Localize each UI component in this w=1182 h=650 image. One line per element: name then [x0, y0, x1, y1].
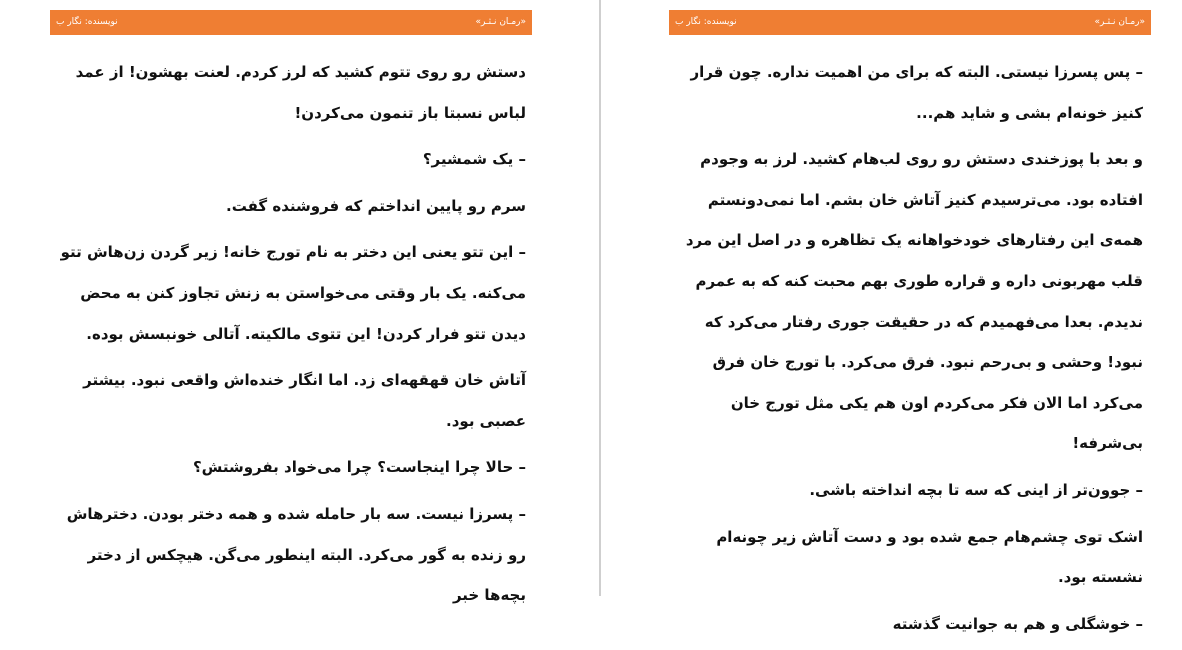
page-header	[50, 10, 532, 35]
paragraph: – خوشگلی و هم به جوانیت گذشته	[892, 614, 1143, 633]
paragraph: – یک شمشیر؟	[422, 150, 526, 169]
paragraph: آتاش خان قهقهه‌ای زد. اما انگار خنده‌اش واقعی نبود. بیشتر عصبی بود.	[83, 371, 526, 430]
paragraph: اشک توی چشم‌هام جمع شده بود و دست آتاش زیر چونه‌ام نشسته بود.	[716, 527, 1143, 587]
author-name: نویسنده: نگار ب	[675, 17, 737, 27]
paragraph: دستش رو روی تتوم کشید که لرز کردم. لعنت بهشون! از عمد لباس نسبتا باز تنمون می‌کردن!	[75, 63, 526, 122]
paragraph: – این تتو یعنی این دختر به نام تورج خانه! زیر گردن زن‌هاش تتو می‌کنه. یک بار وقتی می‌خواستن به زنش تجاوز کنن به محض دیدن تتو فرار کردن! این تتوی مالکیته. آتالی خونبسش بوده.	[60, 243, 526, 343]
book-title: «رمـان نـثـر»	[475, 17, 526, 27]
page-body	[52, 52, 526, 622]
right-page	[669, 0, 1151, 633]
author-name: نویسنده: نگار ب	[56, 17, 118, 27]
paragraph: – حالا چرا اینجاست؟ چرا می‌خواد بفروشتش؟	[192, 458, 526, 477]
paragraph: و بعد با پوزخندی دستش رو روی لب‌هام کشید. لرز به وجودم افتاده بود. می‌ترسیدم کنیز آتاش خان بشم. اما نمی‌دونستم همه‌ی این رفتارهای خودخواهانه یک تظاهره و در اصل این مرد قلب مهربونی داره و قراره طوری بهم محبت کنه که به عمرم ندیدم. بعدا می‌فهمیدم که در حقیقت جوری رفتار می‌کرد که نبود! وحشی و بی‌رحم نبود. فرق می‌کرد. با تورج خان فرق می‌کرد اما الان فکر می‌کردم اون هم یکی مثل تورج خان بی‌شرفه!	[685, 150, 1143, 453]
paragraph: سرم رو پایین انداختم که فروشنده گفت.	[226, 196, 526, 215]
page-divider	[599, 0, 601, 596]
paragraph: – پس پسرزا نیستی. البته که برای من اهمیت نداره. چون قرار کنیز خونه‌ام بشی و شاید هم...	[690, 63, 1143, 122]
page-body	[669, 52, 1143, 650]
page-header	[669, 10, 1151, 35]
book-title: «رمـان نـثـر»	[1094, 17, 1145, 27]
paragraph: – جوون‌تر از اینی که سه تا بچه انداخته باشی.	[809, 480, 1143, 499]
left-page	[50, 0, 532, 605]
paragraph: – پسرزا نیست. سه بار حامله شده و همه دختر بودن. دخترهاش رو زنده به گور می‌کرد. البته اینطور می‌گن. هیچکس از دختر بچه‌ها خبر	[66, 504, 526, 605]
